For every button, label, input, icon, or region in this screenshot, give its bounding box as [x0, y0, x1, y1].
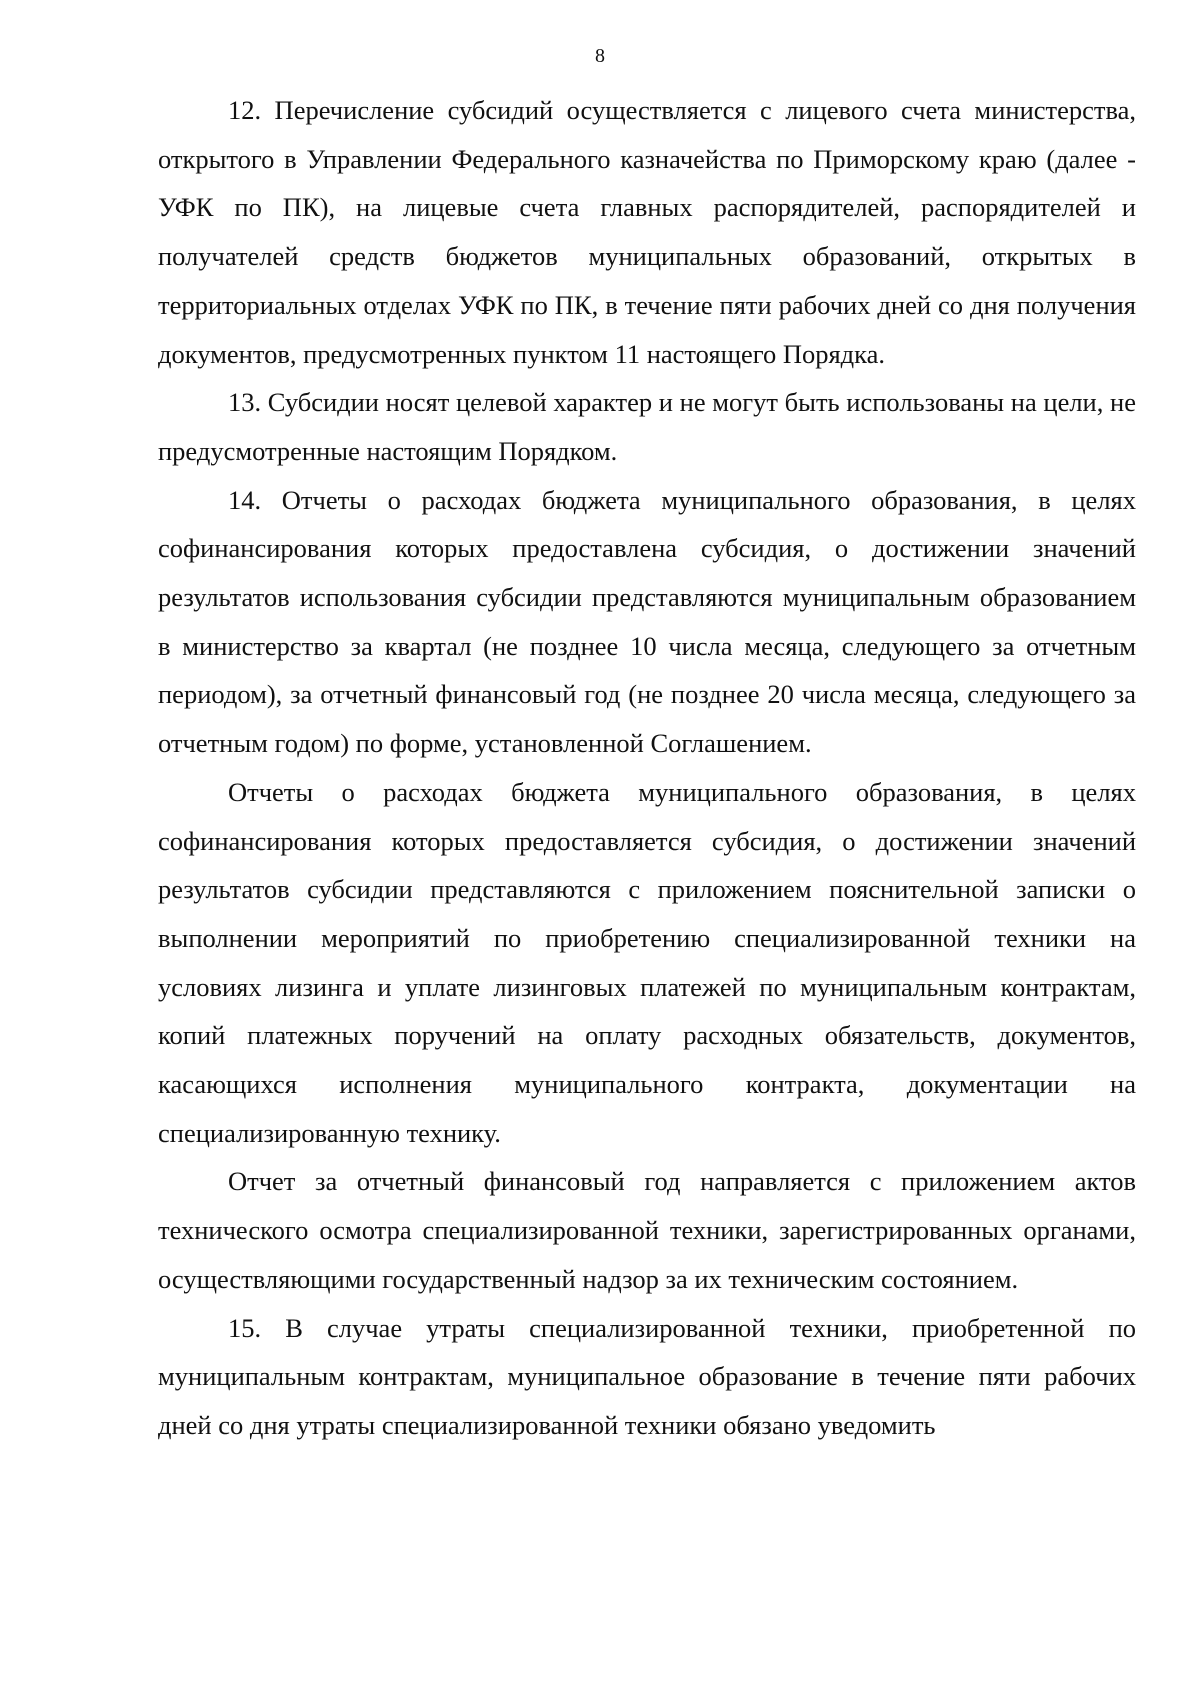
paragraph-12: 12. Перечисление субсидий осуществляется с лицевого счета министерства, открытого в Управлении Федерального казначейства по Приморскому краю (далее - УФК по ПК), на лицевые счета главных распорядителей, распорядителей и получателей средств бюджетов муниципальных образований, открытых в территориальных отделах УФК по ПК, в течение пяти рабочих дней со дня получения документов, предусмотренных пунктом 11 настоящего Порядка.: [158, 95, 1136, 369]
paragraph-14: 14. Отчеты о расходах бюджета муниципального образования, в целях софинансирования которых предоставлена субсидия, о достижении значений результатов использования субсидии представляются муниципальным образованием в министерство за квартал (не позднее 10 числа месяца, следующего за отчетным периодом), за отчетный финансовый год (не позднее 20 числа месяца, следующего за отчетным годом) по форме, установленной Соглашением.: [158, 484, 1136, 759]
paragraph-reports: Отчеты о расходах бюджета муниципального образования, в целях софинансирования которых предоставляется субсидия, о достижении значений результатов субсидии представляются с приложением пояснительной записки о выполнении мероприятий по приобретению специализированной техники на условиях лизинга и уплате лизинговых платежей по муниципальным контрактам, копий платежных поручений на оплату расходных обязательств, документов, касающихся исполнения муниципального контракта, документации на специализированную технику.: [158, 776, 1136, 1148]
document-body: [158, 86, 1136, 1450]
page-number: 8: [595, 45, 605, 67]
paragraph-15: 15. В случае утраты специализированной техники, приобретенной по муниципальным контрактам, муниципальное образование в течение пяти рабочих дней со дня утраты специализированной техники обязано уведомить: [158, 1312, 1136, 1440]
paragraph-annual-report: Отчет за отчетный финансовый год направляется с приложением актов технического осмотра специализированной техники, зарегистрированных органами, осуществляющими государственный надзор за их техническим состоянием.: [158, 1166, 1136, 1294]
paragraph-13: 13. Субсидии носят целевой характер и не могут быть использованы на цели, не предусмотренные настоящим Порядком.: [158, 387, 1136, 466]
